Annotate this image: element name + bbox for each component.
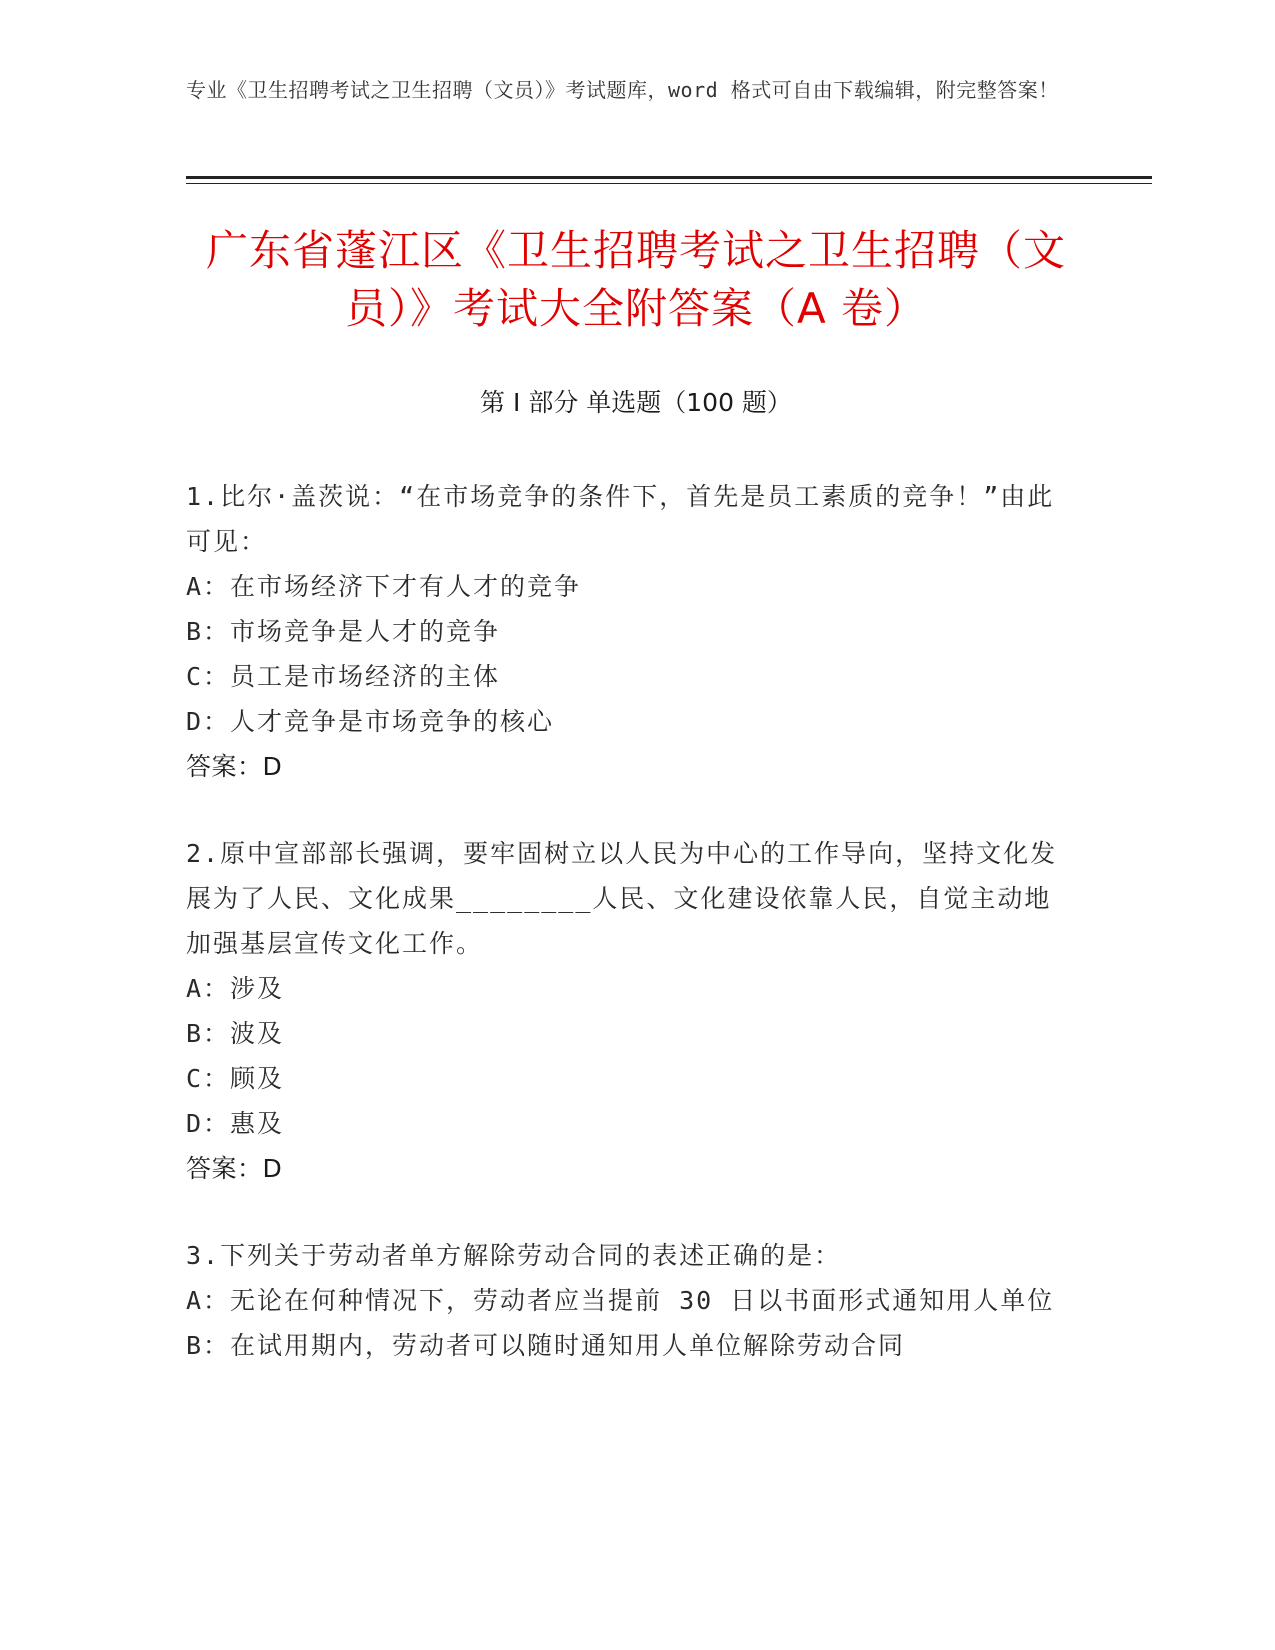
header-divider-thin (186, 183, 1152, 184)
question-option: C：顾及 (186, 1064, 285, 1093)
header-divider-thick (186, 176, 1152, 179)
question-option: B：在试用期内，劳动者可以随时通知用人单位解除劳动合同 (186, 1331, 906, 1360)
question-option: A：无论在何种情况下，劳动者应当提前 30 日以书面形式通知用人单位 (186, 1286, 1055, 1315)
question-option: A：在市场经济下才有人才的竞争 (186, 572, 582, 601)
question-answer: 答案：D (186, 1154, 283, 1183)
header-note: 专业《卫生招聘考试之卫生招聘（文员）》考试题库，word 格式可自由下载编辑，附完整答案！ (186, 78, 1059, 102)
question-stem: 1.比尔·盖茨说：“在市场竞争的条件下，首先是员工素质的竞争！”由此可见： (186, 482, 1055, 556)
section-heading: 第 I 部分 单选题（100 题） (480, 388, 792, 417)
question-option: B：波及 (186, 1019, 285, 1048)
question-item (186, 1233, 1066, 1368)
question-item (186, 474, 1066, 789)
question-stem: 2.原中宣部部长强调，要牢固树立以人民为中心的工作导向，坚持文化发展为了人民、文化成果________人民、文化建设依靠人民，自觉主动地加强基层宣传文化工作。 (186, 839, 1058, 958)
question-option: A：涉及 (186, 974, 285, 1003)
question-answer: 答案：D (186, 752, 283, 781)
question-option: D：惠及 (186, 1109, 285, 1138)
question-option: B：市场竞争是人才的竞争 (186, 617, 501, 646)
question-stem: 3.下列关于劳动者单方解除劳动合同的表述正确的是： (186, 1241, 842, 1270)
question-option: D：人才竞争是市场竞争的核心 (186, 707, 555, 736)
question-item (186, 831, 1066, 1191)
document-title: 广东省蓬江区《卫生招聘考试之卫生招聘（文员）》考试大全附答案（A 卷） (205, 226, 1066, 333)
question-list (186, 474, 1066, 1410)
question-option: C：员工是市场经济的主体 (186, 662, 501, 691)
